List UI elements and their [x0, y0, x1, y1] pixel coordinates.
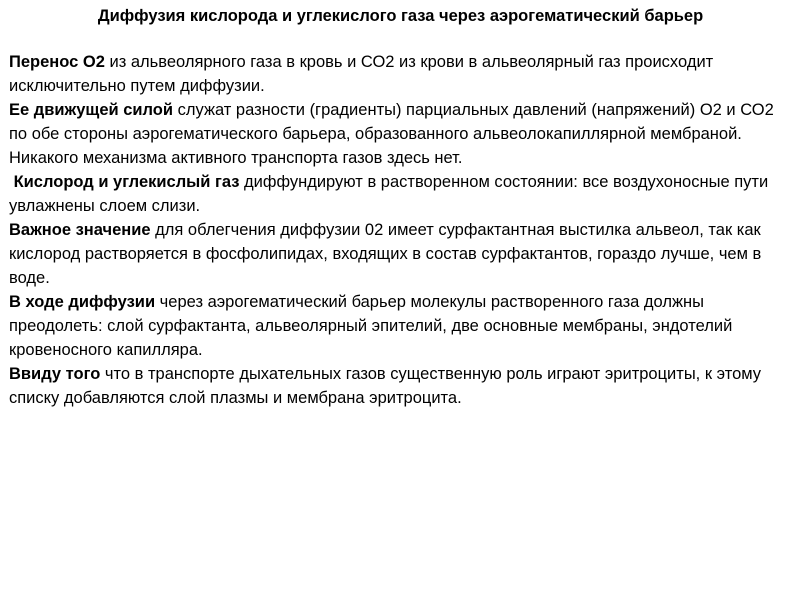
paragraph-lead: Кислород и углекислый газ — [9, 173, 240, 191]
paragraph-transfer — [9, 50, 792, 98]
paragraph-text: через аэрогематический барьер молекулы растворенного газа должны преодолеть: слой сурфактанта, альвеолярный эпителий, две основные мембраны, эндотелий кровеносного капилляра. — [9, 293, 733, 359]
slide-title: Диффузия кислорода и углекислого газа через аэрогематический барьер — [97, 7, 704, 25]
paragraph-lead: Ее движущей силой — [9, 101, 174, 119]
paragraph-text: служат разности (градиенты) парциальных давлений (напряжений) О2 и СО2 по обе стороны аэрогематического барьера, образованного альвеолокапиллярной мембраной. Никакого механизма активного транспорта газов здесь нет. — [9, 101, 774, 167]
slide-body — [9, 50, 792, 410]
paragraph-dissolved-state — [9, 170, 792, 218]
paragraph-driving-force — [9, 98, 792, 170]
paragraph-text: из альвеолярного газа в кровь и СО2 из крови в альвеолярный газ происходит исключительно путем диффузии. — [9, 53, 714, 95]
paragraph-lead: В ходе диффузии — [9, 293, 156, 311]
paragraph-lead: Ввиду того — [9, 365, 101, 383]
paragraph-barrier-layers — [9, 290, 792, 362]
paragraph-text: что в транспорте дыхательных газов существенную роль играют эритроциты, к этому списку добавляются слой плазмы и мембрана эритроцита. — [9, 365, 762, 407]
paragraph-surfactant — [9, 218, 792, 290]
paragraph-lead: Перенос О2 — [9, 53, 105, 71]
paragraph-lead: Важное значение — [9, 221, 151, 239]
paragraph-text: для облегчения диффузии 02 имеет сурфактантная выстилка альвеол, так как кислород растворяется в фосфолипидах, входящих в состав сурфактантов, гораздо лучше, чем в воде. — [9, 221, 762, 287]
paragraph-text: диффундируют в растворенном состоянии: все воздухоносные пути увлажнены слоем слизи. — [9, 173, 769, 215]
paragraph-erythrocytes — [9, 362, 792, 410]
